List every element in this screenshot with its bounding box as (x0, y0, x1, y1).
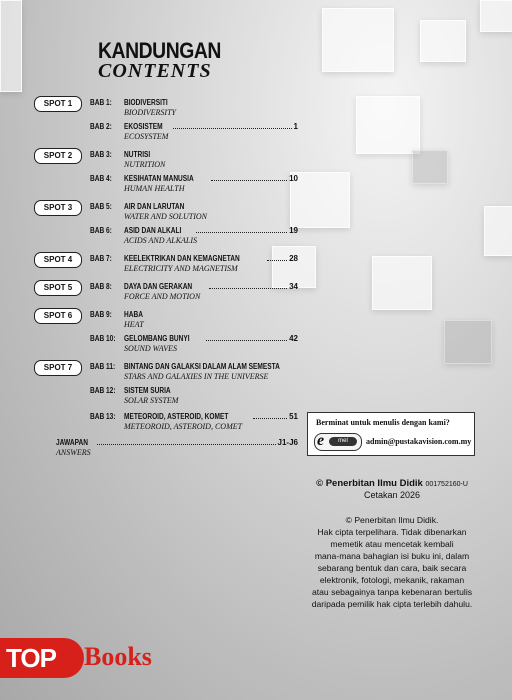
answers-title-en: ANSWERS (56, 448, 91, 457)
copyright-line: sebarang bentuk dan cara, baik secara (317, 563, 467, 573)
spot-label: SPOT 3 (34, 200, 82, 216)
topbooks-watermark-logo (0, 638, 200, 680)
copyright-line: mana-mana bahagian isi buku ini, dalam (314, 551, 470, 561)
chapter-number: BAB 9: (90, 310, 112, 319)
heading-ms: KANDUNGAN (98, 38, 221, 63)
answers-title: JAWAPAN (56, 438, 88, 447)
spot-label: SPOT 5 (34, 280, 82, 296)
chapter-title: KEELEKTRIKAN DAN KEMAGNETAN (124, 254, 240, 263)
chapter-title-en: WATER AND SOLUTION (124, 212, 208, 221)
chapter-title: NUTRISI (124, 150, 151, 159)
publisher-block (282, 478, 502, 500)
copyright-line: atau sebagainya tanpa kebenaran bertulis (311, 587, 473, 597)
chapter-title-en: SOLAR SYSTEM (124, 396, 179, 405)
chapter-number: BAB 6: (90, 226, 112, 235)
chapter-title: GELOMBANG BUNYI (124, 334, 190, 343)
spot-label: SPOT 7 (34, 360, 82, 376)
page-number: 51 (289, 412, 298, 421)
logo-top: TOP (0, 638, 84, 678)
chapter-number: BAB 4: (90, 174, 112, 183)
page-number: 28 (289, 254, 298, 263)
copyright-line: daripada pemilik hak cipta terlebih dahulu. (311, 599, 473, 609)
email-logo-text: mel (329, 437, 357, 446)
chapter-title-en: SOUND WAVES (124, 344, 178, 353)
promo-email-link[interactable]: admin@pustakavision.com.my (366, 437, 472, 446)
chapter-number: BAB 8: (90, 282, 112, 291)
decor-square (484, 206, 512, 256)
write-with-us-box (307, 412, 475, 456)
chapter-title-en: NUTRITION (124, 160, 166, 169)
chapter-title: KESIHATAN MANUSIA (124, 174, 194, 183)
heading-en: CONTENTS (98, 60, 212, 82)
decor-square (444, 320, 492, 364)
chapter-number: BAB 2: (90, 122, 112, 131)
chapter-title: AIR DAN LARUTAN (124, 202, 185, 211)
email-logo (314, 433, 362, 451)
chapter-title-en: METEOROID, ASTEROID, COMET (124, 422, 243, 431)
copyright-line: © Penerbitan Ilmu Didik. (345, 515, 439, 525)
chapter-title: EKOSISTEM (124, 122, 163, 131)
chapter-number: BAB 12: (90, 386, 116, 395)
decor-square (356, 96, 420, 154)
publisher-reg: 001752160-U (425, 481, 468, 488)
decor-square (480, 0, 512, 32)
page-number: 1 (293, 122, 298, 131)
chapter-number: BAB 5: (90, 202, 112, 211)
chapter-title: ASID DAN ALKALI (124, 226, 182, 235)
chapter-number: BAB 7: (90, 254, 112, 263)
chapter-number: BAB 10: (90, 334, 116, 343)
chapter-title: BINTANG DAN GALAKSI DALAM ALAM SEMESTA (124, 362, 280, 371)
chapter-number: BAB 1: (90, 98, 112, 107)
chapter-title-en: ECOSYSTEM (124, 132, 169, 141)
chapter-number: BAB 3: (90, 150, 112, 159)
chapter-title-en: BIODIVERSITY (124, 108, 176, 117)
chapter-title: BIODIVERSITI (124, 98, 168, 107)
chapter-title-en: HEAT (124, 320, 144, 329)
copyright-line: Hak cipta terpelihara. Tidak dibenarkan (317, 527, 467, 537)
copyright-notice (282, 514, 502, 610)
logo-books: Books (84, 642, 152, 671)
decor-square (290, 172, 350, 228)
chapter-title-en: HUMAN HEALTH (124, 184, 185, 193)
chapter-title: METEOROID, ASTEROID, KOMET (124, 412, 229, 421)
copyright-line: memetik atau mencetak kembali (330, 539, 454, 549)
page-number: 34 (289, 282, 298, 291)
chapter-title: HABA (124, 310, 143, 319)
decor-square (420, 20, 466, 62)
chapter-title-en: ACIDS AND ALKALIS (124, 236, 198, 245)
spot-label: SPOT 1 (34, 96, 82, 112)
chapter-title: DAYA DAN GERAKAN (124, 282, 193, 291)
chapter-number: BAB 11: (90, 362, 116, 371)
page-number: 42 (289, 334, 298, 343)
page-number: 10 (289, 174, 298, 183)
spot-label: SPOT 6 (34, 308, 82, 324)
copyright-line: elektronik, fotologi, mekanik, rakaman (319, 575, 465, 585)
chapter-title: SISTEM SURIA (124, 386, 171, 395)
promo-question: Berminat untuk menulis dengan kami? (316, 418, 450, 427)
decor-square (322, 8, 394, 72)
chapter-title-en: ELECTRICITY AND MAGNETISM (124, 264, 238, 273)
page-number: J1-J6 (277, 438, 298, 447)
publisher-name: © Penerbitan Ilmu Didik (316, 478, 423, 489)
chapter-title-en: STARS AND GALAXIES IN THE UNIVERSE (124, 372, 269, 381)
email-logo-letter: e (317, 432, 325, 449)
spot-label: SPOT 4 (34, 252, 82, 268)
spot-label: SPOT 2 (34, 148, 82, 164)
chapter-number: BAB 13: (90, 412, 116, 421)
chapter-title-en: FORCE AND MOTION (124, 292, 201, 301)
page-number: 19 (289, 226, 298, 235)
edition: Cetakan 2026 (363, 490, 421, 500)
decor-square (412, 150, 448, 184)
decor-square (0, 0, 22, 92)
decor-square (372, 256, 432, 310)
